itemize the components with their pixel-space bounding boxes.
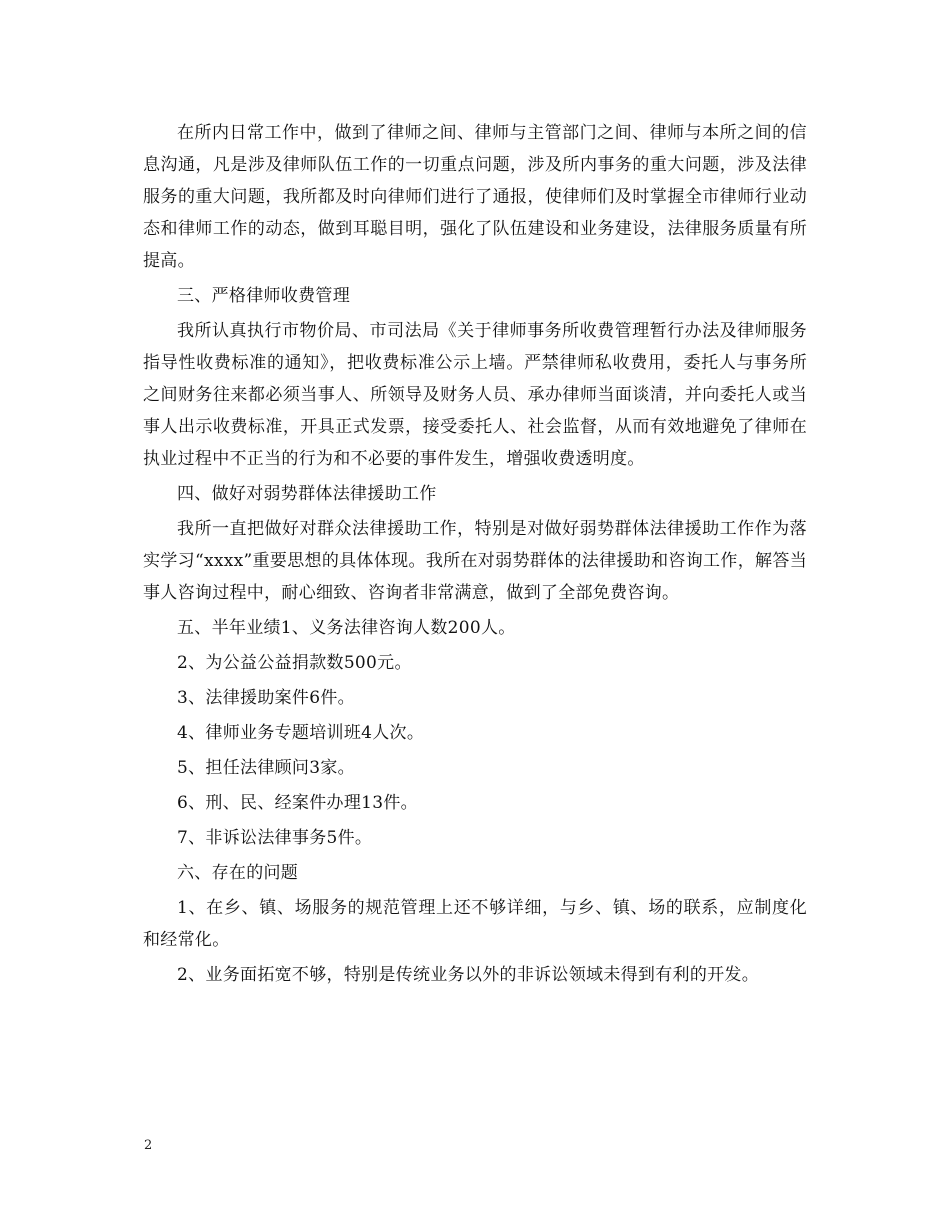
list-item-non-litigation: 7、非诉讼法律事务5件。 <box>177 828 373 848</box>
document-body <box>143 117 807 994</box>
list-item-aid-cases: 3、法律援助案件6件。 <box>177 688 355 708</box>
list-item-cases-handled: 6、刑、民、经案件办理13件。 <box>177 793 418 813</box>
section-heading-problems: 六、存在的问题 <box>177 863 299 883</box>
paragraph-legal-aid: 我所一直把做好对群众法律援助工作，特别是对做好弱势群体法律援助工作作为落实学习“xxxx”重要思想的具体体现。我所在对弱势群体的法律援助和咨询工作，解答当事人咨询过程中，耐心细致、咨询者非常满意，做到了全部免费咨询。 <box>143 519 807 603</box>
paragraph-problem-2: 2、业务面拓宽不够，特别是传统业务以外的非诉讼领域未得到有利的开发。 <box>177 965 760 985</box>
list-item-training: 4、律师业务专题培训班4人次。 <box>177 723 425 743</box>
section-heading-legal-aid: 四、做好对弱势群体法律援助工作 <box>177 484 437 504</box>
paragraph-fee-management: 我所认真执行市物价局、市司法局《关于律师事务所收费管理暂行办法及律师服务指导性收费标准的通知》，把收费标准公示上墙。严禁律师私收费用，委托人与事务所之间财务往来都必须当事人、所领导及财务人员、承办律师当面谈清，并向委托人或当事人出示收费标准，开具正式发票，接受委托人、社会监督，从而有效地避免了律师在执业过程中不正当的行为和不必要的事件发生，增强收费透明度。 <box>143 321 807 469</box>
paragraph-problem-1: 1、在乡、镇、场服务的规范管理上还不够详细，与乡、镇、场的联系，应制度化和经常化。 <box>143 898 807 950</box>
section-heading-fee-management: 三、严格律师收费管理 <box>177 286 350 306</box>
list-item-counsel: 5、担任法律顾问3家。 <box>177 758 355 778</box>
section-heading-half-year-results: 五、半年业绩1、义务法律咨询人数200人。 <box>177 618 516 638</box>
paragraph-communication: 在所内日常工作中，做到了律师之间、律师与主管部门之间、律师与本所之间的信息沟通，凡是涉及律师队伍工作的一切重点问题，涉及所内事务的重大问题，涉及法律服务的重大问题，我所都及时向律师们进行了通报，使律师们及时掌握全市律师行业动态和律师工作的动态，做到耳聪目明，强化了队伍建设和业务建设，法律服务质量有所提高。 <box>143 123 807 271</box>
page-number: 2 <box>144 1138 153 1153</box>
list-item-donation: 2、为公益公益捐款数500元。 <box>177 653 412 673</box>
